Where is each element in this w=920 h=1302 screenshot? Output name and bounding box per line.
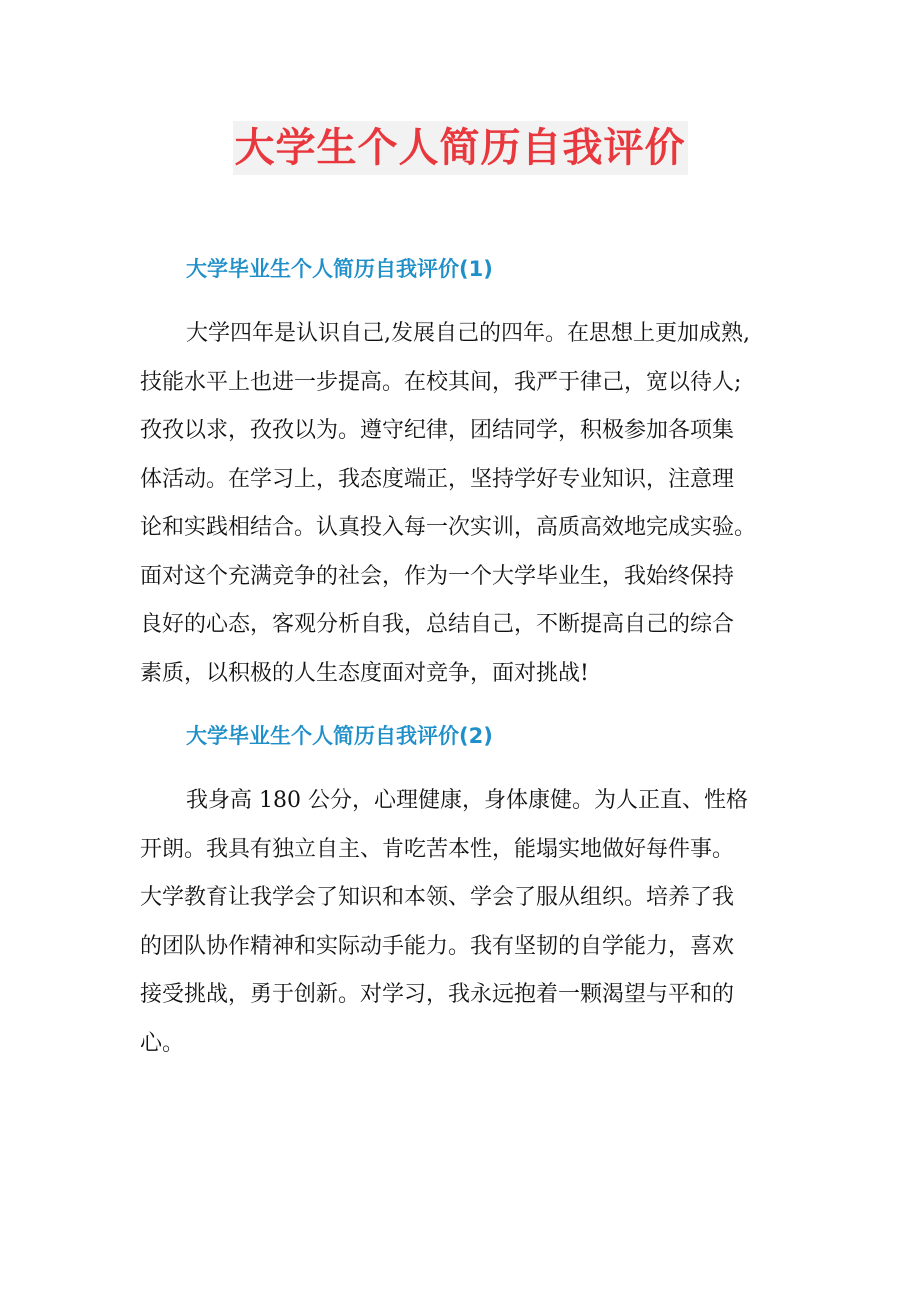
- paragraph-line: 我身高 180 公分，心理健康，身体康健。为人正直、性格: [186, 788, 748, 813]
- paragraph-line: 技能水平上也进一步提高。在校其间，我严于律己，宽以待人;: [140, 369, 742, 395]
- paragraph-line: 开朗。我具有独立自主、肯吃苦本性，能塌实地做好每件事。: [140, 836, 735, 862]
- section-paragraph-2: [140, 777, 780, 1068]
- document-title: 大学生个人简历自我评价: [233, 121, 688, 175]
- section-heading-1: 大学毕业生个人简历自我评价(1): [186, 257, 493, 281]
- section-paragraph-1: [140, 310, 780, 698]
- paragraph-line: 面对这个充满竞争的社会，作为一个大学毕业生，我始终保持: [140, 563, 735, 589]
- paragraph-line: 体活动。在学习上，我态度端正，坚持学好专业知识，注意理: [140, 466, 735, 492]
- paragraph-line: 大学教育让我学会了知识和本领、学会了服从组织。培养了我: [140, 885, 735, 910]
- paragraph-line: 良好的心态，客观分析自我，总结自己，不断提高自己的综合: [140, 612, 735, 637]
- paragraph-line: 素质，以积极的人生态度面对竞争，面对挑战!: [140, 660, 589, 686]
- paragraph-line: 大学四年是认识自己,发展自己的四年。在思想上更加成熟,: [186, 321, 750, 346]
- title-container: [0, 121, 920, 175]
- paragraph-line: 接受挑战，勇于创新。对学习，我永远抱着一颗渴望与平和的: [140, 982, 735, 1007]
- section-heading-2: 大学毕业生个人简历自我评价(2): [186, 724, 493, 748]
- paragraph-line: 心。: [140, 1030, 185, 1056]
- paragraph-line: 的团队协作精神和实际动手能力。我有坚韧的自学能力，喜欢: [140, 933, 735, 959]
- paragraph-line: 论和实践相结合。认真投入每一次实训，高质高效地完成实验。: [140, 515, 757, 540]
- paragraph-line: 孜孜以求，孜孜以为。遵守纪律，团结同学，积极参加各项集: [140, 418, 735, 443]
